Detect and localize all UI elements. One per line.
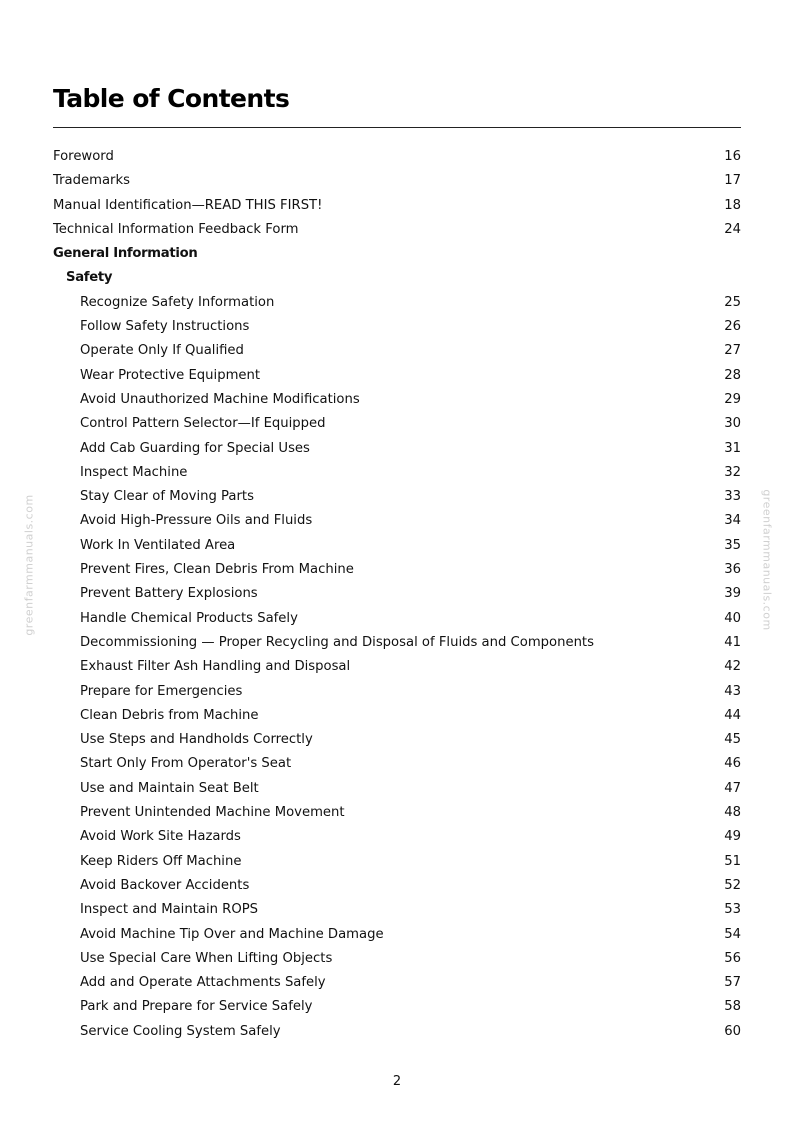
toc-entry-page-number: 35	[724, 537, 741, 553]
toc-entry-label: Inspect and Maintain ROPS	[80, 902, 259, 918]
toc-entry[interactable]	[53, 607, 741, 631]
toc-entry-label: Exhaust Filter Ash Handling and Disposal	[80, 659, 351, 675]
toc-entry[interactable]	[53, 874, 741, 898]
toc-entry[interactable]	[53, 971, 741, 995]
toc-entry-label: General Information	[53, 246, 198, 262]
toc-entry-page-number: 40	[724, 610, 741, 626]
toc-entry-page-number: 51	[724, 853, 741, 869]
toc-entry-page-number: 48	[724, 805, 741, 821]
toc-entry-label: Decommissioning — Proper Recycling and Disposal of Fluids and Components	[80, 634, 594, 650]
toc-entry[interactable]	[53, 728, 741, 752]
toc-entry-page-number: 39	[724, 586, 741, 602]
toc-entry[interactable]	[53, 364, 741, 388]
toc-entry-label: Avoid Work Site Hazards	[80, 829, 241, 845]
toc-entry[interactable]	[53, 461, 741, 485]
toc-entry-label: Technical Information Feedback Form	[53, 221, 299, 237]
toc-entry[interactable]	[53, 437, 741, 461]
toc-entry-label: Prevent Fires, Clean Debris From Machine	[80, 562, 354, 578]
toc-entry[interactable]	[53, 388, 741, 412]
toc-entry[interactable]	[53, 558, 741, 582]
toc-entry-label: Avoid High-Pressure Oils and Fluids	[80, 513, 313, 529]
toc-entry-page-number: 53	[724, 902, 741, 918]
toc-entry-label: Control Pattern Selector—If Equipped	[80, 416, 326, 432]
toc-entry-page-number: 29	[724, 391, 741, 407]
toc-entry-label: Avoid Backover Accidents	[80, 877, 250, 893]
toc-entry-label: Use Special Care When Lifting Objects	[80, 950, 333, 966]
toc-entry-label: Manual Identification—READ THIS FIRST!	[53, 197, 323, 213]
toc-entry-page-number: 44	[724, 707, 741, 723]
toc-entry-page-number: 52	[724, 877, 741, 893]
toc-entry[interactable]	[53, 850, 741, 874]
toc-entry[interactable]	[53, 218, 741, 242]
toc-entry-page-number: 45	[724, 732, 741, 748]
toc-entry-label: Avoid Unauthorized Machine Modifications	[80, 391, 360, 407]
toc-entry[interactable]	[53, 655, 741, 679]
toc-entry-page-number: 43	[724, 683, 741, 699]
toc-entry[interactable]	[53, 509, 741, 533]
toc-entry-page-number: 17	[724, 173, 741, 189]
toc-entry-label: Avoid Machine Tip Over and Machine Damage	[80, 926, 384, 942]
toc-entry-page-number: 34	[724, 513, 741, 529]
toc-entry-page-number: 36	[724, 562, 741, 578]
toc-entry[interactable]	[53, 169, 741, 193]
toc-entry-page-number: 42	[724, 659, 741, 675]
title-divider	[53, 127, 741, 128]
toc-entry[interactable]	[53, 777, 741, 801]
toc-entry[interactable]	[53, 923, 741, 947]
toc-entry-page-number: 32	[724, 464, 741, 480]
toc-entry-page-number: 26	[724, 319, 741, 335]
toc-entry[interactable]	[53, 801, 741, 825]
toc-entry-page-number: 25	[724, 294, 741, 310]
toc-entry[interactable]	[53, 947, 741, 971]
page-title: Table of Contents	[53, 84, 290, 113]
toc-entry-page-number: 33	[724, 489, 741, 505]
table-of-contents	[53, 145, 741, 1044]
toc-entry-page-number: 56	[724, 950, 741, 966]
toc-entry-label: Inspect Machine	[80, 464, 188, 480]
toc-entry-page-number: 57	[724, 975, 741, 991]
watermark-left: greenfarmmanuals.com	[22, 494, 36, 636]
toc-entry-label: Operate Only If Qualified	[80, 343, 244, 359]
toc-entry-label: Prevent Battery Explosions	[80, 586, 258, 602]
toc-entry-page-number: 16	[724, 149, 741, 164]
toc-entry-page-number: 49	[724, 829, 741, 845]
toc-entry-page-number: 54	[724, 926, 741, 942]
toc-entry-label: Use Steps and Handholds Correctly	[80, 732, 313, 748]
toc-entry-label: Follow Safety Instructions	[80, 319, 250, 335]
toc-entry-page-number: 24	[724, 221, 741, 237]
toc-entry-label: Work In Ventilated Area	[80, 537, 236, 553]
toc-entry-label: Recognize Safety Information	[80, 294, 275, 310]
toc-entry[interactable]	[53, 291, 741, 315]
toc-entry[interactable]	[53, 339, 741, 363]
toc-entry-page-number: 31	[724, 440, 741, 456]
toc-section-heading	[53, 266, 741, 290]
toc-entry[interactable]	[53, 145, 741, 169]
toc-entry-label: Clean Debris from Machine	[80, 707, 259, 723]
toc-entry-label: Wear Protective Equipment	[80, 367, 261, 383]
toc-entry-page-number: 58	[724, 999, 741, 1015]
toc-entry[interactable]	[53, 194, 741, 218]
toc-entry[interactable]	[53, 631, 741, 655]
toc-entry-page-number: 27	[724, 343, 741, 359]
toc-section-heading	[53, 242, 741, 266]
toc-entry[interactable]	[53, 534, 741, 558]
toc-entry-page-number: 28	[724, 367, 741, 383]
toc-entry[interactable]	[53, 898, 741, 922]
toc-entry[interactable]	[53, 412, 741, 436]
watermark-right: greenfarmmanuals.com	[760, 489, 774, 631]
toc-entry-label: Trademarks	[53, 173, 130, 189]
toc-entry-page-number: 30	[724, 416, 741, 432]
toc-entry[interactable]	[53, 680, 741, 704]
toc-entry-label: Use and Maintain Seat Belt	[80, 780, 259, 796]
toc-entry[interactable]	[53, 485, 741, 509]
toc-entry-label: Prevent Unintended Machine Movement	[80, 805, 345, 821]
toc-entry-label: Keep Riders Off Machine	[80, 853, 242, 869]
toc-entry[interactable]	[53, 752, 741, 776]
toc-entry-page-number: 18	[724, 197, 741, 213]
toc-entry-label: Stay Clear of Moving Parts	[80, 489, 254, 505]
toc-entry-label: Service Cooling System Safely	[80, 1023, 281, 1039]
toc-entry-label: Handle Chemical Products Safely	[80, 610, 298, 626]
toc-entry[interactable]	[53, 1020, 741, 1044]
toc-entry-label: Start Only From Operator's Seat	[80, 756, 292, 772]
toc-entry[interactable]	[53, 582, 741, 606]
toc-entry-label: Park and Prepare for Service Safely	[80, 999, 313, 1015]
toc-entry-label: Foreword	[53, 149, 114, 164]
toc-entry[interactable]	[53, 825, 741, 849]
toc-entry-page-number: 41	[724, 634, 741, 650]
toc-entry-label: Prepare for Emergencies	[80, 683, 243, 699]
toc-entry-label: Add and Operate Attachments Safely	[80, 975, 326, 991]
toc-entry-page-number: 47	[724, 780, 741, 796]
toc-entry[interactable]	[53, 704, 741, 728]
toc-entry-label: Add Cab Guarding for Special Uses	[80, 440, 310, 456]
toc-entry-page-number: 60	[724, 1023, 741, 1039]
page-number: 2	[392, 1074, 402, 1089]
toc-entry[interactable]	[53, 315, 741, 339]
toc-entry-page-number: 46	[724, 756, 741, 772]
toc-entry-label: Safety	[66, 270, 113, 286]
toc-entry[interactable]	[53, 995, 741, 1019]
